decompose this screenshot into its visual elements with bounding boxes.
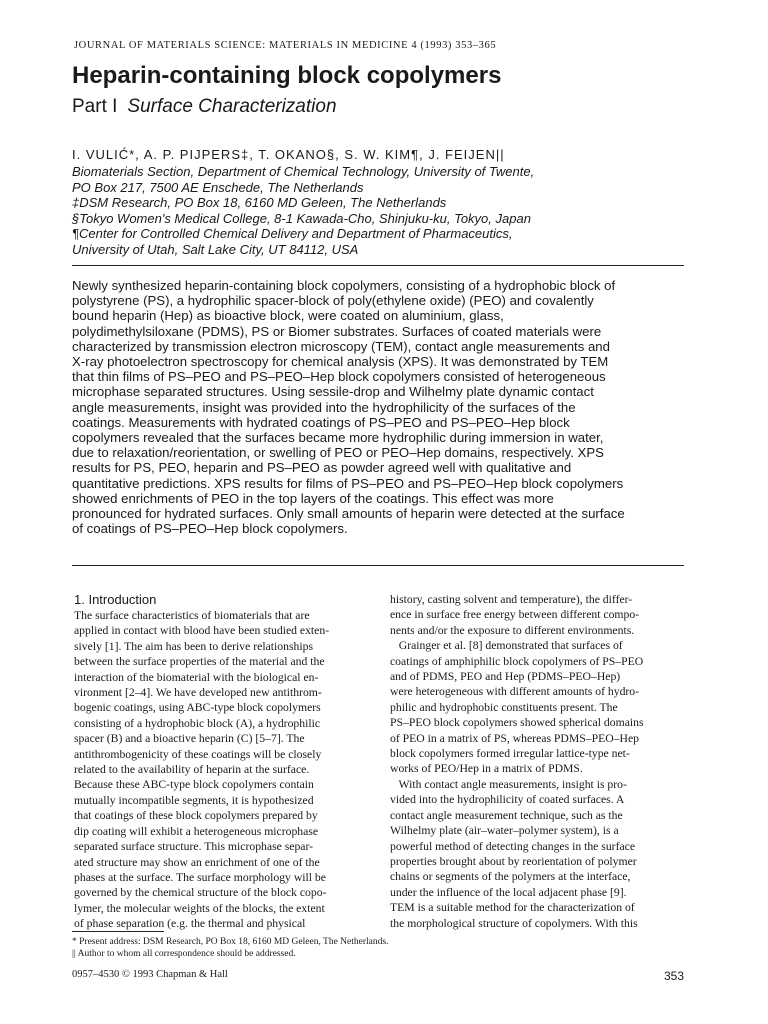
body-line: coatings of amphiphilic block copolymers of PS–PEO: [390, 654, 644, 668]
page-footer: [72, 969, 684, 983]
body-line: vided into the hydrophilicity of coated surfaces. A: [390, 793, 625, 807]
journal-header: JOURNAL OF MATERIALS SCIENCE: MATERIALS IN MEDICINE 4 (1993) 353–365: [74, 40, 497, 51]
body-line: chains or segments of the polymers at the interface,: [390, 870, 631, 884]
body-line: ated structure may show an enrichment of one of the: [74, 855, 320, 869]
author-list: I. VULIĆ*, A. P. PIJPERS‡, T. OKANO§, S. W. KIM¶, J. FEIJEN||: [72, 147, 505, 162]
body-line: history, casting solvent and temperature), the differ-: [390, 593, 633, 606]
affiliation-line: §Tokyo Women's Medical College, 8-1 Kawada-Cho, Shinjuku-ku, Tokyo, Japan: [72, 210, 531, 226]
body-line: related to the availability of heparin at the surface.: [74, 763, 310, 777]
abstract-bottom-rule: [72, 565, 684, 566]
abstract-line: results for PS, PEO, heparin and PS–PEO as powder agreed well with qualitative and: [72, 460, 572, 476]
section-heading-introduction: 1. Introduction: [74, 592, 157, 607]
body-line: were heterogeneous with different amounts of hydro-: [390, 685, 640, 699]
abstract-line: angle measurements, insight was provided into the hydrophilicity of the surfaces of the: [72, 399, 576, 415]
abstract-line: bound heparin (Hep) as bioactive block, were coated on aluminium, glass,: [72, 308, 504, 324]
affiliation-line: Biomaterials Section, Department of Chemical Technology, University of Twente,: [72, 164, 535, 179]
affiliation-line: PO Box 217, 7500 AE Enschede, The Netherlands: [72, 179, 364, 195]
footnote: * Present address: DSM Research, PO Box 18, 6160 MD Geleen, The Netherlands.: [72, 937, 389, 947]
body-line: With contact angle measurements, insight is pro-: [390, 777, 627, 791]
footnote-rule: [72, 931, 164, 932]
body-line: nents and/or the exposure to different environments.: [390, 623, 635, 637]
abstract-line: polystyrene (PS), a hydrophilic spacer-block of poly(ethylene oxide) (PEO) and covalently: [72, 293, 594, 309]
footnote: || Author to whom all correspondence should be addressed.: [72, 949, 296, 959]
page-number: 353: [663, 969, 684, 983]
abstract-line: that thin films of PS–PEO and PS–PEO–Hep block copolymers consisted of heterogeneous: [72, 369, 606, 385]
footnotes: [72, 936, 692, 960]
affiliation-line: ¶Center for Controlled Chemical Delivery and Department of Pharmaceutics,: [72, 226, 513, 241]
body-line: separated surface structure. This microphase separ-: [74, 840, 314, 854]
abstract: [72, 278, 690, 536]
body-line: applied in contact with blood have been studied exten-: [74, 624, 330, 638]
body-line: The surface characteristics of biomaterials that are: [74, 609, 310, 622]
abstract-line: quantitative predictions. XPS results for films of PS–PEO and PS–PEO–Hep block copolymers: [72, 475, 624, 491]
body-line: governed by the chemical structure of the block copo-: [74, 886, 327, 900]
intro-right-column: [390, 592, 688, 931]
body-line: Wilhelmy plate (air–water–polymer system), is a: [390, 824, 619, 838]
article-subtitle: [72, 94, 712, 120]
affiliation-line: ‡DSM Research, PO Box 18, 6160 MD Geleen, The Netherlands: [72, 195, 447, 210]
body-line: TEM is a suitable method for the characterization of: [390, 901, 635, 915]
body-line: spacer (B) and a bioactive heparin (C) [5–7]. The: [74, 732, 305, 746]
body-line: properties brought about by reorientation of polymer: [390, 854, 637, 868]
body-line: of phase separation (e.g. the thermal and physical: [74, 917, 306, 931]
body-line: vironment [2–4]. We have developed new antithrom-: [74, 686, 322, 700]
article-title: Heparin-containing block copolymers: [72, 62, 502, 89]
abstract-line: showed enrichments of PEO in the top layers of the coatings. This effect was more: [72, 490, 554, 506]
body-line: and of PDMS, PEO and Hep (PDMS–PEO–Hep): [390, 670, 621, 684]
body-line: philic and hydrophobic constituents present. The: [390, 700, 618, 714]
body-line: phases at the surface. The surface morphology will be: [74, 870, 326, 884]
body-line: bogenic coatings, using ABC-type block copolymers: [74, 701, 321, 715]
issn-copyright: 0957–4530 © 1993 Chapman & Hall: [72, 969, 228, 980]
abstract-line: pronounced for hydrated surfaces. Only small amounts of heparin were detected at the surface: [72, 506, 625, 522]
body-line: dip coating will exhibit a heterogeneous microphase: [74, 824, 319, 838]
abstract-line: X-ray photoelectron spectroscopy for chemical analysis (XPS). It was demonstrated by TEM: [72, 354, 609, 370]
body-line: the morphological structure of copolymers. With this: [390, 916, 638, 930]
abstract-line: coatings. Measurements with hydrated coatings of PS–PEO and PS–PEO–Hep block: [72, 414, 570, 430]
body-line: sively [1]. The aim has been to derive relationships: [74, 639, 313, 653]
body-line: that coatings of these block copolymers prepared by: [74, 809, 318, 823]
body-line: under the influence of the local adjacent phase [9].: [390, 885, 627, 899]
body-line: contact angle measurement technique, such as the: [390, 808, 623, 822]
body-line: consisting of a hydrophobic block (A), a hydrophilic: [74, 716, 321, 730]
abstract-top-rule: [72, 265, 684, 266]
body-line: powerful method of detecting changes in the surface: [390, 839, 636, 853]
body-line: mutually incompatible segments, it is hypothesized: [74, 793, 314, 807]
subtitle-topic: Surface Characterization: [127, 96, 337, 117]
body-line: works of PEO/Hep in a matrix of PDMS.: [390, 762, 583, 776]
body-line: ence in surface free energy between different compo-: [390, 608, 640, 622]
body-line: block copolymers formed irregular lattice-type net-: [390, 747, 630, 761]
abstract-line: characterized by transmission electron microscopy (TEM), contact angle measurements and: [72, 338, 610, 354]
body-line: lymer, the molecular weights of the blocks, the extent: [74, 901, 325, 915]
body-line: Because these ABC-type block copolymers contain: [74, 778, 314, 792]
body-line: between the surface properties of the material and the: [74, 655, 325, 669]
intro-left-column: [74, 592, 370, 932]
abstract-line: copolymers revealed that the surfaces became more hydrophilic during immersion in water,: [72, 430, 604, 446]
abstract-line: Newly synthesized heparin-containing block copolymers, consisting of a hydrophobic block of: [72, 278, 616, 293]
abstract-line: due to relaxation/reorientation, or swelling of PEO or PEO–Hep domains, respectively. XPS: [72, 445, 604, 461]
affiliation-line: University of Utah, Salt Lake City, UT 84112, USA: [72, 241, 359, 257]
subtitle-part: Part I: [72, 96, 118, 117]
body-line: Grainger et al. [8] demonstrated that surfaces of: [390, 639, 623, 653]
abstract-line: of coatings of PS–PEO–Hep block copolymers.: [72, 521, 348, 537]
affiliations: [72, 164, 712, 257]
body-line: PS–PEO block copolymers showed spherical domains: [390, 716, 644, 730]
body-line: interaction of the biomaterial with the biological en-: [74, 670, 319, 684]
body-line: of PEO in a matrix of PS, whereas PDMS–PEO–Hep: [390, 731, 639, 745]
abstract-line: microphase separated structures. Using sessile-drop and Wilhelmy plate dynamic contact: [72, 384, 594, 400]
abstract-line: polydimethylsiloxane (PDMS), PS or Biomer substrates. Surfaces of coated materials were: [72, 323, 602, 339]
body-line: antithrombogenicity of these coatings will be closely: [74, 747, 322, 761]
